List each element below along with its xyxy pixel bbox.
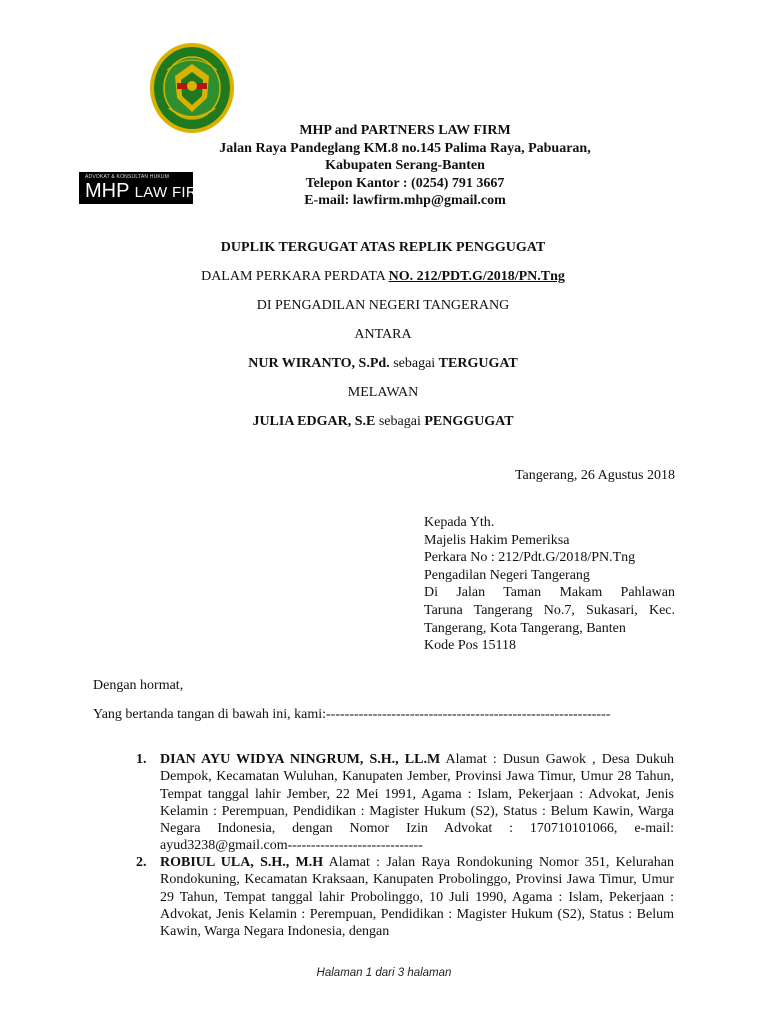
recipient-line4: Pengadilan Negeri Tangerang [424, 567, 590, 583]
case-number: NO. 212/PDT.G/2018/PN.Tng [388, 269, 565, 284]
as-word-2: sebagai [375, 414, 425, 429]
greeting: Dengan hormat, [93, 678, 184, 693]
plaintiff-role: PENGGUGAT [424, 414, 514, 429]
defendant-line [93, 356, 673, 373]
document-title: DUPLIK TERGUGAT ATAS REPLIK PENGGUGAT [220, 240, 546, 255]
versus-label: MELAWAN [347, 385, 419, 400]
logo-law-firm: LAW FIRM [134, 184, 210, 201]
firm-address-line1: Jalan Raya Pandeglang KM.8 no.145 Palima Raya, Pabuaran, [219, 140, 591, 156]
recipient-line5: Di Jalan Taman Makam Pahlawan [424, 585, 675, 601]
recipient-block [424, 514, 675, 655]
court-seal-logo [149, 42, 235, 134]
firm-address-line2: Kabupaten Serang-Banten [325, 158, 485, 173]
recipient-line7: Tangerang, Kota Tangerang, Banten [424, 620, 626, 636]
court-seal-icon [149, 42, 235, 134]
as-word-1: sebagai [389, 356, 439, 371]
firm-email: E-mail: lawfirm.mhp@gmail.com [304, 193, 506, 208]
logo-tagline: ADVOKAT & KONSULTAN HUKUM [85, 174, 170, 180]
intro-line: Yang bertanda tangan di bawah ini, kami:------------------------------------------------------------- [93, 707, 611, 722]
page-footer: Halaman 1 dari 3 halaman [316, 967, 452, 979]
list-item-number: 2. [136, 855, 147, 870]
recipient-line6: Taruna Tangerang No.7, Sukasari, Kec. [424, 602, 675, 618]
logo-wordmark [85, 180, 210, 204]
list-item-text: Alamat : Dusun Gawok , Desa Dukuh Dempok, Kecamatan Wuluhan, Kanupaten Jember, Provinsi Jawa Timur, Umur 28 Tahun, Tempat tanggal lahir Jember, 22 Mei 1991, Agama : Islam, Pekerjaan : Advokat, Jenis Kelamin : Perempuan, Pendidikan : Magister Hukum (S2), Status : Belum Kawin, Warga Negara Indonesia, dengan Nomor Izin Advokat : 170710101066, e-mail: ayud3238@gmail.com----------------------------- [160, 752, 674, 854]
defendant-name: NUR WIRANTO, S.Pd. [248, 356, 390, 371]
list-item [136, 751, 674, 855]
list-item-text: Alamat : Jalan Raya Rondokuning Nomor 351, Kelurahan Rondokuning, Kecamatan Kraksaan, Kanupaten Probolinggo, Provinsi Jawa Timur, Umur 29 Tahun, Tempat tanggal lahir Probolinggo, 10 Juli 1990, Agama : Islam, Pekerjaan : Advokat, Jenis Kelamin : Perempuan, Pendidikan : Magister Hukum (S2), Status : Belum Kawin, Warga Negara Indonesia, dengan [160, 855, 674, 940]
recipient-line3: Perkara No : 212/Pdt.G/2018/PN.Tng [424, 550, 636, 566]
list-item-name: DIAN AYU WIDYA NINGRUM, S.H., LL.M [160, 752, 441, 767]
list-item-name: ROBIUL ULA, S.H., M.H [160, 855, 324, 870]
firm-name: MHP and PARTNERS LAW FIRM [299, 123, 511, 138]
date-line: Tangerang, 26 Agustus 2018 [514, 468, 675, 483]
recipient-line1: Kepada Yth. [424, 515, 495, 530]
letterhead [195, 122, 615, 210]
between-label: ANTARA [354, 327, 412, 342]
recipient-line8: Kode Pos 15118 [424, 638, 517, 654]
logo-mhp: MHP [85, 180, 130, 202]
mhp-law-firm-logo [79, 172, 210, 204]
case-prefix: DALAM PERKARA PERDATA [201, 269, 389, 284]
defendant-role: TERGUGAT [438, 356, 518, 371]
plaintiff-name: JULIA EDGAR, S.E [252, 414, 376, 429]
case-line [93, 269, 673, 286]
list-item-number: 1. [136, 752, 147, 767]
firm-phone: Telepon Kantor : (0254) 791 3667 [305, 175, 505, 191]
recipient-line2: Majelis Hakim Pemeriksa [424, 532, 570, 548]
court-name: DI PENGADILAN NEGERI TANGERANG [256, 298, 510, 313]
plaintiff-line [93, 414, 673, 431]
list-item [136, 854, 674, 940]
